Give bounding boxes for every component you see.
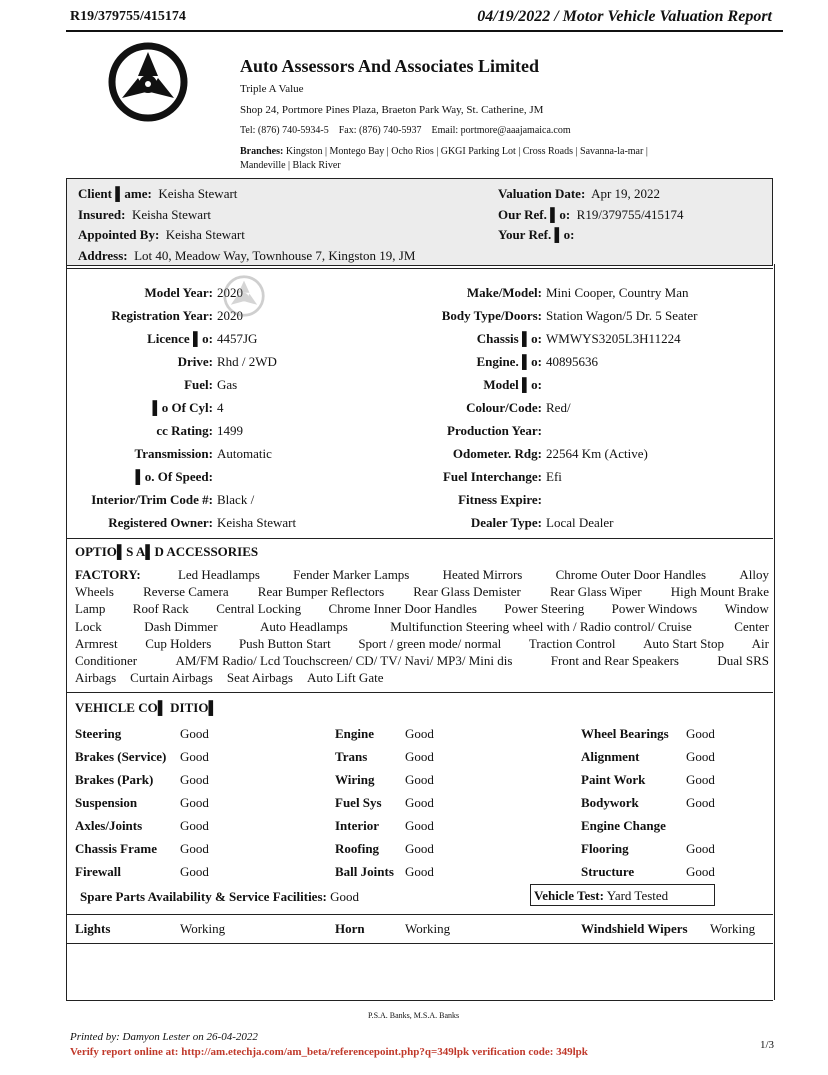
accessory-item: Auto Lift Gate bbox=[306, 670, 384, 686]
condition-row bbox=[581, 860, 715, 883]
accessory-item: Fender Marker Lamps bbox=[293, 567, 410, 582]
vehicle-detail-label: ▌o. Of Speed: bbox=[135, 468, 213, 484]
accessory-item: Front and Rear Speakers bbox=[550, 653, 679, 669]
accessory-item: Rear Glass Wiper bbox=[549, 584, 642, 600]
condition-label: Flooring bbox=[581, 840, 629, 856]
company-tagline: Triple A Value bbox=[240, 83, 304, 95]
condition-row bbox=[335, 814, 434, 837]
vehicle-details-left bbox=[70, 281, 400, 534]
accessories-line bbox=[75, 652, 769, 669]
vehicle-detail-value: 4 bbox=[217, 399, 224, 415]
accessory-item: Chrome Inner Door Handles bbox=[328, 601, 477, 617]
accessory-item: Conditioner bbox=[75, 653, 138, 669]
vehicle-detail-row bbox=[70, 465, 400, 488]
spare-parts-value: Good bbox=[330, 889, 359, 904]
vehicle-detail-row bbox=[400, 350, 770, 373]
condition-value: Good bbox=[686, 725, 715, 741]
vehicle-detail-label: Engine. ▌o: bbox=[476, 353, 542, 369]
condition-row bbox=[581, 722, 715, 745]
accessories-line bbox=[75, 583, 769, 600]
vehicle-detail-value: 22564 Km (Active) bbox=[546, 445, 648, 461]
our-ref-row bbox=[498, 205, 684, 226]
vehicle-detail-label: Fuel Interchange: bbox=[442, 468, 542, 484]
address-row bbox=[78, 246, 415, 267]
condition-row bbox=[75, 837, 209, 860]
company-branches bbox=[240, 145, 648, 173]
electrics-item bbox=[335, 921, 450, 937]
vehicle-detail-value: Station Wagon/5 Dr. 5 Seater bbox=[546, 307, 698, 323]
condition-value: Good bbox=[180, 863, 209, 879]
electrics-value: Working bbox=[710, 921, 756, 936]
company-address: Shop 24, Portmore Pines Plaza, Braeton Park Way, St. Catherine, JM bbox=[240, 104, 544, 116]
your-ref-label: Your Ref. ▌o: bbox=[498, 227, 575, 242]
accessory-item: AM/FM Radio/ Lcd Touchscreen/ CD/ TV/ Navi/ MP3/ Mini dis bbox=[175, 653, 513, 669]
accessory-item: Auto Start Stop bbox=[643, 635, 725, 651]
verify-link[interactable]: Verify report online at: http://am.etechja.com/am_beta/referencepoint.php?q=349lpk verification code: 349lpk bbox=[70, 1046, 588, 1058]
condition-label: Wiring bbox=[335, 771, 375, 787]
condition-row bbox=[335, 837, 434, 860]
vehicle-detail-value: Automatic bbox=[217, 445, 272, 461]
vehicle-detail-value: 2020 bbox=[217, 307, 243, 323]
condition-value: Good bbox=[405, 771, 434, 787]
condition-row bbox=[581, 837, 715, 860]
condition-label: Alignment bbox=[581, 748, 640, 764]
condition-label: Engine bbox=[335, 725, 375, 741]
rule-electrics-top bbox=[66, 914, 773, 915]
vehicle-detail-value: Rhd / 2WD bbox=[217, 353, 277, 369]
header-rule bbox=[66, 30, 783, 32]
vehicle-detail-value: WMWYS3205L3H11224 bbox=[546, 330, 681, 346]
accessory-item: Air bbox=[751, 635, 769, 651]
vehicle-detail-label: Model ▌o: bbox=[483, 376, 542, 392]
appointed-value: Keisha Stewart bbox=[165, 227, 245, 242]
vehicle-detail-row bbox=[400, 396, 770, 419]
condition-row bbox=[335, 745, 434, 768]
vehicle-detail-row bbox=[400, 442, 770, 465]
electrics-label: Lights bbox=[75, 921, 111, 936]
client-name: Keisha Stewart bbox=[158, 186, 238, 201]
accessory-item: Multifunction Steering wheel with / Radio control/ Cruise bbox=[390, 618, 692, 634]
accessory-item: Roof Rack bbox=[132, 601, 189, 617]
condition-col-3 bbox=[581, 722, 715, 883]
condition-value: Good bbox=[405, 863, 434, 879]
accessory-item: Reverse Camera bbox=[143, 584, 229, 600]
vehicle-detail-value: Gas bbox=[217, 376, 238, 392]
condition-label: Ball Joints bbox=[335, 863, 394, 879]
condition-row bbox=[75, 860, 209, 883]
condition-label: Axles/Joints bbox=[75, 817, 143, 833]
vehicle-detail-label: Drive: bbox=[177, 353, 213, 369]
condition-row bbox=[75, 722, 209, 745]
condition-heading: VEHICLE CO▌ DITIO▌ bbox=[75, 700, 218, 715]
vehicle-detail-row bbox=[400, 327, 770, 350]
vehicle-detail-row bbox=[70, 373, 400, 396]
client-name-row bbox=[78, 184, 415, 205]
vehicle-detail-value: Efi bbox=[546, 468, 562, 484]
accessory-item: Center bbox=[734, 618, 769, 634]
accessories-line bbox=[75, 618, 769, 635]
vehicle-detail-value: 4457JG bbox=[217, 330, 258, 346]
vehicle-detail-label: Model Year: bbox=[144, 284, 213, 300]
condition-label: Steering bbox=[75, 725, 122, 741]
rule-vehicle-top bbox=[66, 268, 773, 269]
factory-label: FACTORY: bbox=[75, 567, 141, 582]
printed-by: Printed by: Damyon Lester on 26-04-2022 bbox=[70, 1031, 258, 1043]
your-ref-row bbox=[498, 225, 684, 246]
vehicle-detail-row bbox=[400, 419, 770, 442]
branches-line-1: Kingston | Montego Bay | Ocho Rios | GKGI Parking Lot | Cross Roads | Savanna-la-mar | bbox=[285, 146, 648, 157]
accessory-item: Power Windows bbox=[611, 601, 698, 617]
spare-parts-row bbox=[80, 889, 359, 905]
our-ref: R19/379755/415174 bbox=[576, 206, 684, 222]
vehicle-detail-value: Mini Cooper, Country Man bbox=[546, 284, 689, 300]
company-contact: Tel: (876) 740-5934-5 Fax: (876) 740-5937 Email: portmore@aaajamaica.com bbox=[240, 125, 571, 136]
electrics-value: Working bbox=[405, 921, 451, 936]
vehicle-details-right bbox=[400, 281, 770, 534]
condition-value: Good bbox=[405, 748, 434, 764]
vehicle-detail-label: Dealer Type: bbox=[470, 514, 542, 530]
condition-label: Roofing bbox=[335, 840, 380, 856]
rule-accessories-top bbox=[66, 538, 773, 539]
vehicle-detail-label: ▌o Of Cyl: bbox=[152, 399, 213, 415]
page-number: 1/3 bbox=[760, 1039, 775, 1051]
condition-row bbox=[581, 791, 715, 814]
vehicle-detail-label: Fitness Expire: bbox=[458, 491, 542, 507]
accessory-item: Power Steering bbox=[504, 601, 585, 617]
condition-value: Good bbox=[405, 725, 434, 741]
vehicle-detail-value: 2020 bbox=[217, 284, 243, 300]
electrics-item bbox=[75, 921, 225, 937]
vehicle-test-value: Yard Tested bbox=[606, 888, 669, 903]
condition-row bbox=[335, 722, 434, 745]
our-ref-label: Our Ref. ▌o: bbox=[498, 206, 571, 222]
insured-value: Keisha Stewart bbox=[131, 206, 212, 222]
vehicle-detail-row bbox=[400, 304, 770, 327]
accessories-line bbox=[75, 635, 769, 652]
accessory-item: Rear Bumper Reflectors bbox=[257, 584, 385, 600]
condition-value: Good bbox=[180, 725, 209, 741]
signatories: P.S.A. Banks, M.S.A. Banks bbox=[368, 1011, 460, 1020]
condition-label: Suspension bbox=[75, 794, 138, 810]
electrics-label: Horn bbox=[335, 921, 365, 936]
valuation-date: Apr 19, 2022 bbox=[591, 186, 661, 201]
rule-condition-top bbox=[66, 692, 773, 693]
electrics-item bbox=[581, 921, 755, 937]
vehicle-detail-row bbox=[400, 373, 770, 396]
vehicle-detail-label: Body Type/Doors: bbox=[441, 307, 542, 323]
vehicle-detail-label: Colour/Code: bbox=[466, 399, 542, 415]
accessory-item: Central Locking bbox=[216, 601, 302, 617]
condition-label: Interior bbox=[335, 817, 380, 833]
vehicle-detail-row bbox=[400, 511, 770, 534]
insured-row bbox=[78, 205, 415, 226]
accessory-item: High Mount Brake bbox=[670, 584, 769, 600]
vehicle-detail-row bbox=[70, 442, 400, 465]
condition-col-1 bbox=[75, 722, 209, 883]
vehicle-detail-label: cc Rating: bbox=[156, 422, 213, 438]
vehicle-detail-row bbox=[70, 350, 400, 373]
condition-row bbox=[581, 768, 715, 791]
condition-value: Good bbox=[686, 794, 715, 810]
condition-col-2 bbox=[335, 722, 434, 883]
condition-label: Brakes (Park) bbox=[75, 771, 154, 787]
vehicle-detail-row bbox=[70, 419, 400, 442]
report-reference: R19/379755/415174 bbox=[70, 9, 186, 24]
condition-row bbox=[75, 791, 209, 814]
condition-row bbox=[75, 814, 209, 837]
rule-electrics-bottom bbox=[66, 943, 773, 944]
accessory-item: Push Button Start bbox=[238, 635, 331, 651]
client-name-label: Client ▌ame: bbox=[78, 186, 152, 201]
branches-label: Branches: bbox=[240, 146, 284, 157]
accessory-item: Rear Glass Demister bbox=[413, 584, 521, 600]
branches-line-2: Mandeville | Black River bbox=[240, 160, 341, 171]
accessory-item: Wheels bbox=[75, 584, 114, 600]
vehicle-detail-label: Make/Model: bbox=[466, 284, 542, 300]
accessory-item: Cup Holders bbox=[145, 635, 212, 651]
accessory-item: Airbags bbox=[75, 670, 117, 686]
accessory-item: Heated Mirrors bbox=[442, 567, 523, 582]
appointed-row bbox=[78, 225, 415, 246]
condition-label: Trans bbox=[335, 748, 368, 764]
vehicle-detail-label: Interior/Trim Code #: bbox=[91, 491, 213, 507]
vehicle-detail-row bbox=[70, 396, 400, 419]
client-left bbox=[78, 184, 415, 266]
vehicle-detail-label: Licence ▌o: bbox=[147, 330, 213, 346]
vehicle-detail-row bbox=[70, 488, 400, 511]
accessory-item: Dual SRS bbox=[717, 653, 769, 669]
vehicle-detail-label: Registration Year: bbox=[111, 307, 213, 323]
address-value: Lot 40, Meadow Way, Townhouse 7, Kingston 19, JM bbox=[134, 247, 416, 263]
vehicle-detail-label: Odometer. Rdg: bbox=[452, 445, 542, 461]
vehicle-detail-label: Production Year: bbox=[447, 422, 542, 438]
vehicle-detail-row bbox=[400, 465, 770, 488]
accessory-item: Sport / green mode/ normal bbox=[358, 635, 502, 651]
valuation-date-label: Valuation Date: bbox=[498, 186, 586, 201]
vehicle-detail-value: 40895636 bbox=[546, 353, 598, 369]
vehicle-detail-value: Red/ bbox=[546, 399, 571, 415]
accessory-item: Chrome Outer Door Handles bbox=[555, 567, 707, 582]
vehicle-detail-label: Registered Owner: bbox=[108, 514, 213, 530]
condition-value: Good bbox=[686, 863, 715, 879]
condition-value: Good bbox=[405, 840, 434, 856]
condition-label: Chassis Frame bbox=[75, 840, 157, 856]
report-title: 04/19/2022 / Motor Vehicle Valuation Report bbox=[477, 8, 772, 25]
accessories-heading: OPTIO▌S A▌D ACCESSORIES bbox=[75, 544, 259, 559]
condition-label: Paint Work bbox=[581, 771, 646, 787]
condition-row bbox=[75, 768, 209, 791]
accessory-item: Lock bbox=[75, 618, 102, 634]
vehicle-test-label: Vehicle Test: bbox=[534, 888, 604, 903]
vehicle-test-box bbox=[530, 884, 715, 906]
electrics-label: Windshield Wipers bbox=[581, 921, 688, 936]
vehicle-detail-value: Local Dealer bbox=[546, 514, 614, 530]
electrics-row bbox=[75, 921, 765, 941]
vehicle-detail-label: Chassis ▌o: bbox=[476, 330, 542, 346]
company-logo bbox=[108, 42, 188, 122]
condition-label: Wheel Bearings bbox=[581, 725, 669, 741]
condition-value: Good bbox=[180, 840, 209, 856]
accessories-list bbox=[75, 566, 769, 686]
condition-label: Fuel Sys bbox=[335, 794, 382, 810]
condition-value: Good bbox=[180, 817, 209, 833]
vehicle-detail-label: Transmission: bbox=[134, 445, 213, 461]
accessory-item: Auto Headlamps bbox=[260, 618, 348, 634]
electrics-value: Working bbox=[180, 921, 226, 936]
valuation-date-row bbox=[498, 184, 684, 205]
condition-value: Good bbox=[405, 817, 434, 833]
condition-value: Good bbox=[686, 748, 715, 764]
rule-frame-bottom bbox=[66, 1000, 773, 1001]
accessory-item: Lamp bbox=[75, 601, 106, 617]
accessory-item: Window bbox=[724, 601, 769, 617]
condition-value: Good bbox=[180, 771, 209, 787]
condition-value: Good bbox=[405, 794, 434, 810]
client-right bbox=[498, 184, 684, 246]
vehicle-detail-row bbox=[400, 488, 770, 511]
company-name: Auto Assessors And Associates Limited bbox=[240, 56, 540, 76]
condition-value: Good bbox=[180, 794, 209, 810]
accessory-item: Alloy bbox=[739, 567, 769, 582]
vehicle-detail-row bbox=[70, 511, 400, 534]
condition-label: Engine Change bbox=[581, 817, 666, 833]
vehicle-detail-value: Black / bbox=[217, 491, 255, 507]
vehicle-detail-value: 1499 bbox=[217, 422, 243, 438]
accessory-item: Dash Dimmer bbox=[144, 618, 218, 634]
address-label: Address: bbox=[78, 247, 128, 263]
accessory-item: Seat Airbags bbox=[226, 670, 293, 686]
condition-value: Good bbox=[686, 840, 715, 856]
accessories-line bbox=[75, 669, 769, 686]
condition-label: Bodywork bbox=[581, 794, 639, 810]
condition-row bbox=[335, 791, 434, 814]
watermark-logo bbox=[222, 274, 266, 318]
condition-row bbox=[335, 768, 434, 791]
accessory-item: Traction Control bbox=[528, 635, 616, 651]
condition-label: Brakes (Service) bbox=[75, 748, 167, 764]
accessories-line bbox=[75, 600, 769, 617]
condition-value: Good bbox=[180, 748, 209, 764]
condition-label: Structure bbox=[581, 863, 635, 879]
condition-row bbox=[75, 745, 209, 768]
vehicle-detail-label: Fuel: bbox=[184, 376, 213, 392]
condition-row bbox=[581, 745, 715, 768]
condition-value: Good bbox=[686, 771, 715, 787]
accessory-item: Armrest bbox=[75, 635, 118, 651]
condition-row bbox=[581, 814, 715, 837]
spare-parts-label: Spare Parts Availability & Service Facilities: bbox=[80, 889, 327, 904]
vehicle-detail-row bbox=[400, 281, 770, 304]
vehicle-detail-row bbox=[70, 327, 400, 350]
accessory-item: Curtain Airbags bbox=[130, 670, 213, 686]
accessory-item: Led Headlamps bbox=[177, 567, 260, 582]
vehicle-detail-value: Keisha Stewart bbox=[217, 514, 297, 530]
accessories-line bbox=[75, 566, 769, 583]
insured-label: Insured: bbox=[78, 206, 126, 222]
condition-label: Firewall bbox=[75, 863, 121, 879]
condition-row bbox=[335, 860, 434, 883]
appointed-label: Appointed By: bbox=[78, 227, 160, 242]
